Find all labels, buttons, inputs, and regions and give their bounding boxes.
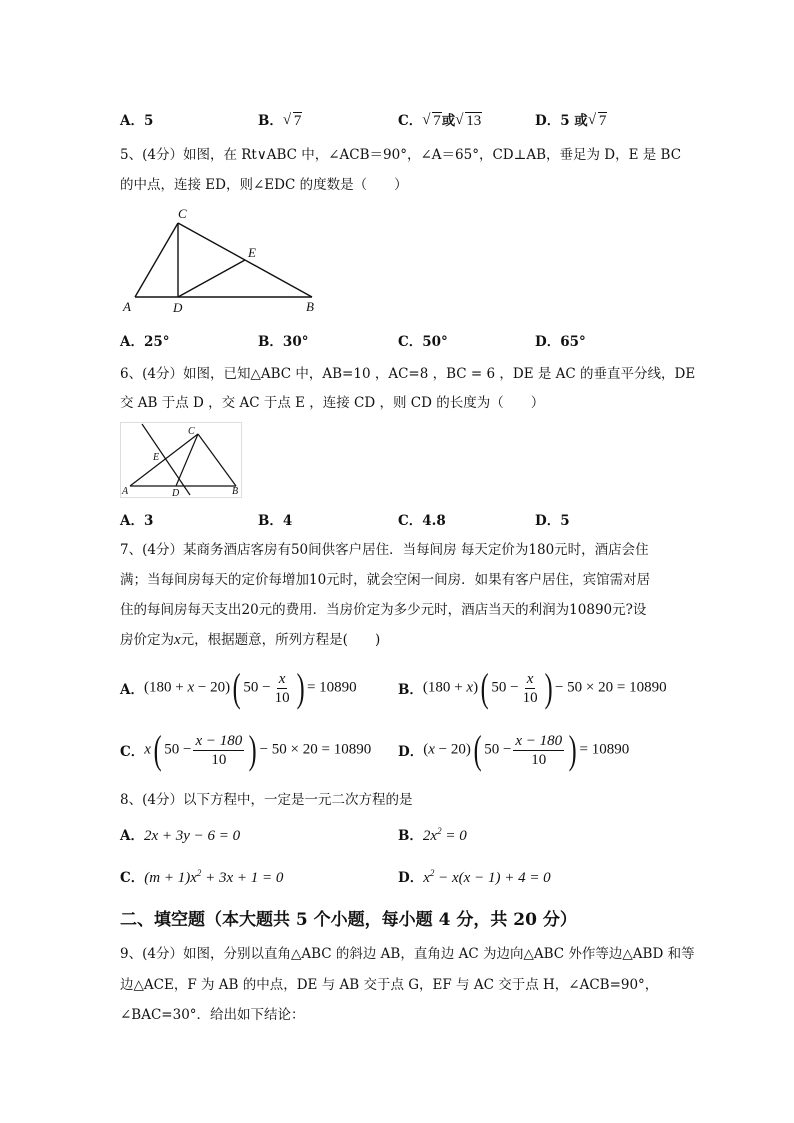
q8-option-a: A．2x + 3y − 6 = 0	[120, 828, 241, 844]
q6-edge-ac	[130, 434, 198, 486]
q7-option-a: A． (180 + x − 20)( 50 − $\frac{x}{10}$ ) = 10890	[120, 665, 357, 710]
q7-question-line-2: 满；当每间房每天的定价每增加10元时，就会空闲一间房．如果有客户居住，宾馆需对居	[120, 572, 651, 588]
q5-question-line-2: 的中点，连接 ED，则∠EDC 的度数是（ ）	[120, 177, 408, 193]
q6-label-d: D	[172, 488, 180, 498]
q5-figure	[118, 205, 328, 315]
q4-option-c: C．√ 7或√ 13	[398, 109, 482, 130]
q6-option-c: C．4.8	[398, 513, 446, 529]
q6-perpendicular-bisector-de	[142, 424, 190, 495]
q4-option-d: D．5 或√ 7	[535, 109, 607, 130]
q5-option-b: B．30°	[258, 334, 309, 350]
q5-edge-ac	[135, 223, 178, 297]
q6-option-b: B．4	[258, 513, 293, 529]
q5-label-c: C	[178, 206, 187, 221]
q5-label-a: A	[123, 299, 131, 314]
q5-label-d: D	[173, 300, 183, 315]
q6-label-c: C	[188, 426, 195, 437]
section-2-heading: 二、填空题（本大题共 5 个小题，每小题 4 分，共 20 分）	[120, 910, 577, 930]
q9-question-line-2: 边△ACE，F 为 AB 的中点，DE 与 AB 交于点 G，EF 与 AC 交于点 H，∠ACB=90°，	[120, 977, 659, 993]
q6-option-d: D．5	[535, 513, 570, 529]
q7-question-line-3: 住的每间房每天支出20元的费用．当房价定为多少元时，酒店当天的利润为10890元?设	[120, 602, 647, 618]
q6-option-a: A．3	[120, 513, 154, 529]
q5-question-line-1: 5、(4分）如图，在 Rt∨ABC 中，∠ACB＝90°，∠A＝65°，CD⊥AB，垂足为 D，E 是 BC	[120, 147, 682, 163]
q4-option-b: B．√ 7	[258, 109, 302, 130]
q5-option-d: D．65°	[535, 334, 586, 350]
q9-question-line-1: 9、(4分）如图，分别以直角△ABC 的斜边 AB，直角边 AC 为边向△ABC 外作等边△ABD 和等	[120, 946, 695, 962]
q6-label-a: A	[122, 486, 129, 497]
q5-label-e: E	[248, 245, 256, 260]
q8-question-line-1: 8、(4分）以下方程中，一定是一元二次方程的是	[120, 792, 413, 808]
q6-figure	[120, 422, 242, 498]
q5-option-c: C．50°	[398, 334, 448, 350]
q7-option-b-equation: (180 + x)( 50 − $\frac{x}{10}$ ) − 50 × 20 = 10890	[422, 665, 667, 710]
q6-label-e: E	[153, 452, 160, 463]
q8-option-d: D．$x^2 - x(x - 1) + 4 = 0$	[398, 868, 551, 886]
q7-option-d-equation: (x − 20)( 50 − $\frac{x - 180}{10}$ ) = 10890	[423, 727, 630, 772]
q5-option-a: A．25°	[120, 334, 170, 350]
q6-question-line-2: 交 AB 于点 D ，交 AC 于点 E ，连接 CD ，则 CD 的长度为（ ）	[120, 395, 545, 411]
q6-label-b: B	[232, 486, 239, 497]
q6-question-line-1: 6、(4分）如图，已知△ABC 中，AB=10 ，AC=8 ，BC = 6 ，DE 是 AC 的垂直平分线，DE	[120, 366, 696, 382]
q7-question-line-1: 7、(4分）某商务酒店客房有50间供客户居住．当每间房 每天定价为180元时，酒店会住	[120, 542, 649, 558]
q9-question-line-3: ∠BAC=30°．给出如下结论：	[120, 1007, 305, 1023]
q7-option-b: B． (180 + x)( 50 − $\frac{x}{10}$ ) − 50 × 20 = 10890	[398, 665, 667, 710]
q7-option-d: D． (x − 20)( 50 − $\frac{x - 180}{10}$ ) = 10890	[398, 727, 630, 772]
q7-question-line-4: 房价定为x元，根据题意，所列方程是( )	[120, 632, 381, 648]
q7-option-a-equation: (180 + x − 20)( 50 − $\frac{x}{10}$ ) = 10890	[143, 665, 357, 710]
q5-label-b: B	[306, 299, 314, 314]
q7-option-c-equation: x( 50 − $\frac{x - 180}{10}$ ) − 50 × 20 = 10890	[144, 727, 372, 772]
q7-option-c: C． x( 50 − $\frac{x - 180}{10}$ ) − 50 × 20 = 10890	[120, 727, 372, 772]
q6-edge-cb	[198, 434, 236, 486]
q5-edge-de	[178, 260, 245, 297]
q8-option-b: B．$2x^2 = 0$	[398, 826, 467, 844]
q4-option-a: A．5	[120, 113, 154, 129]
q8-option-c: C．$(m + 1)x^2 + 3x + 1 = 0$	[120, 868, 284, 886]
